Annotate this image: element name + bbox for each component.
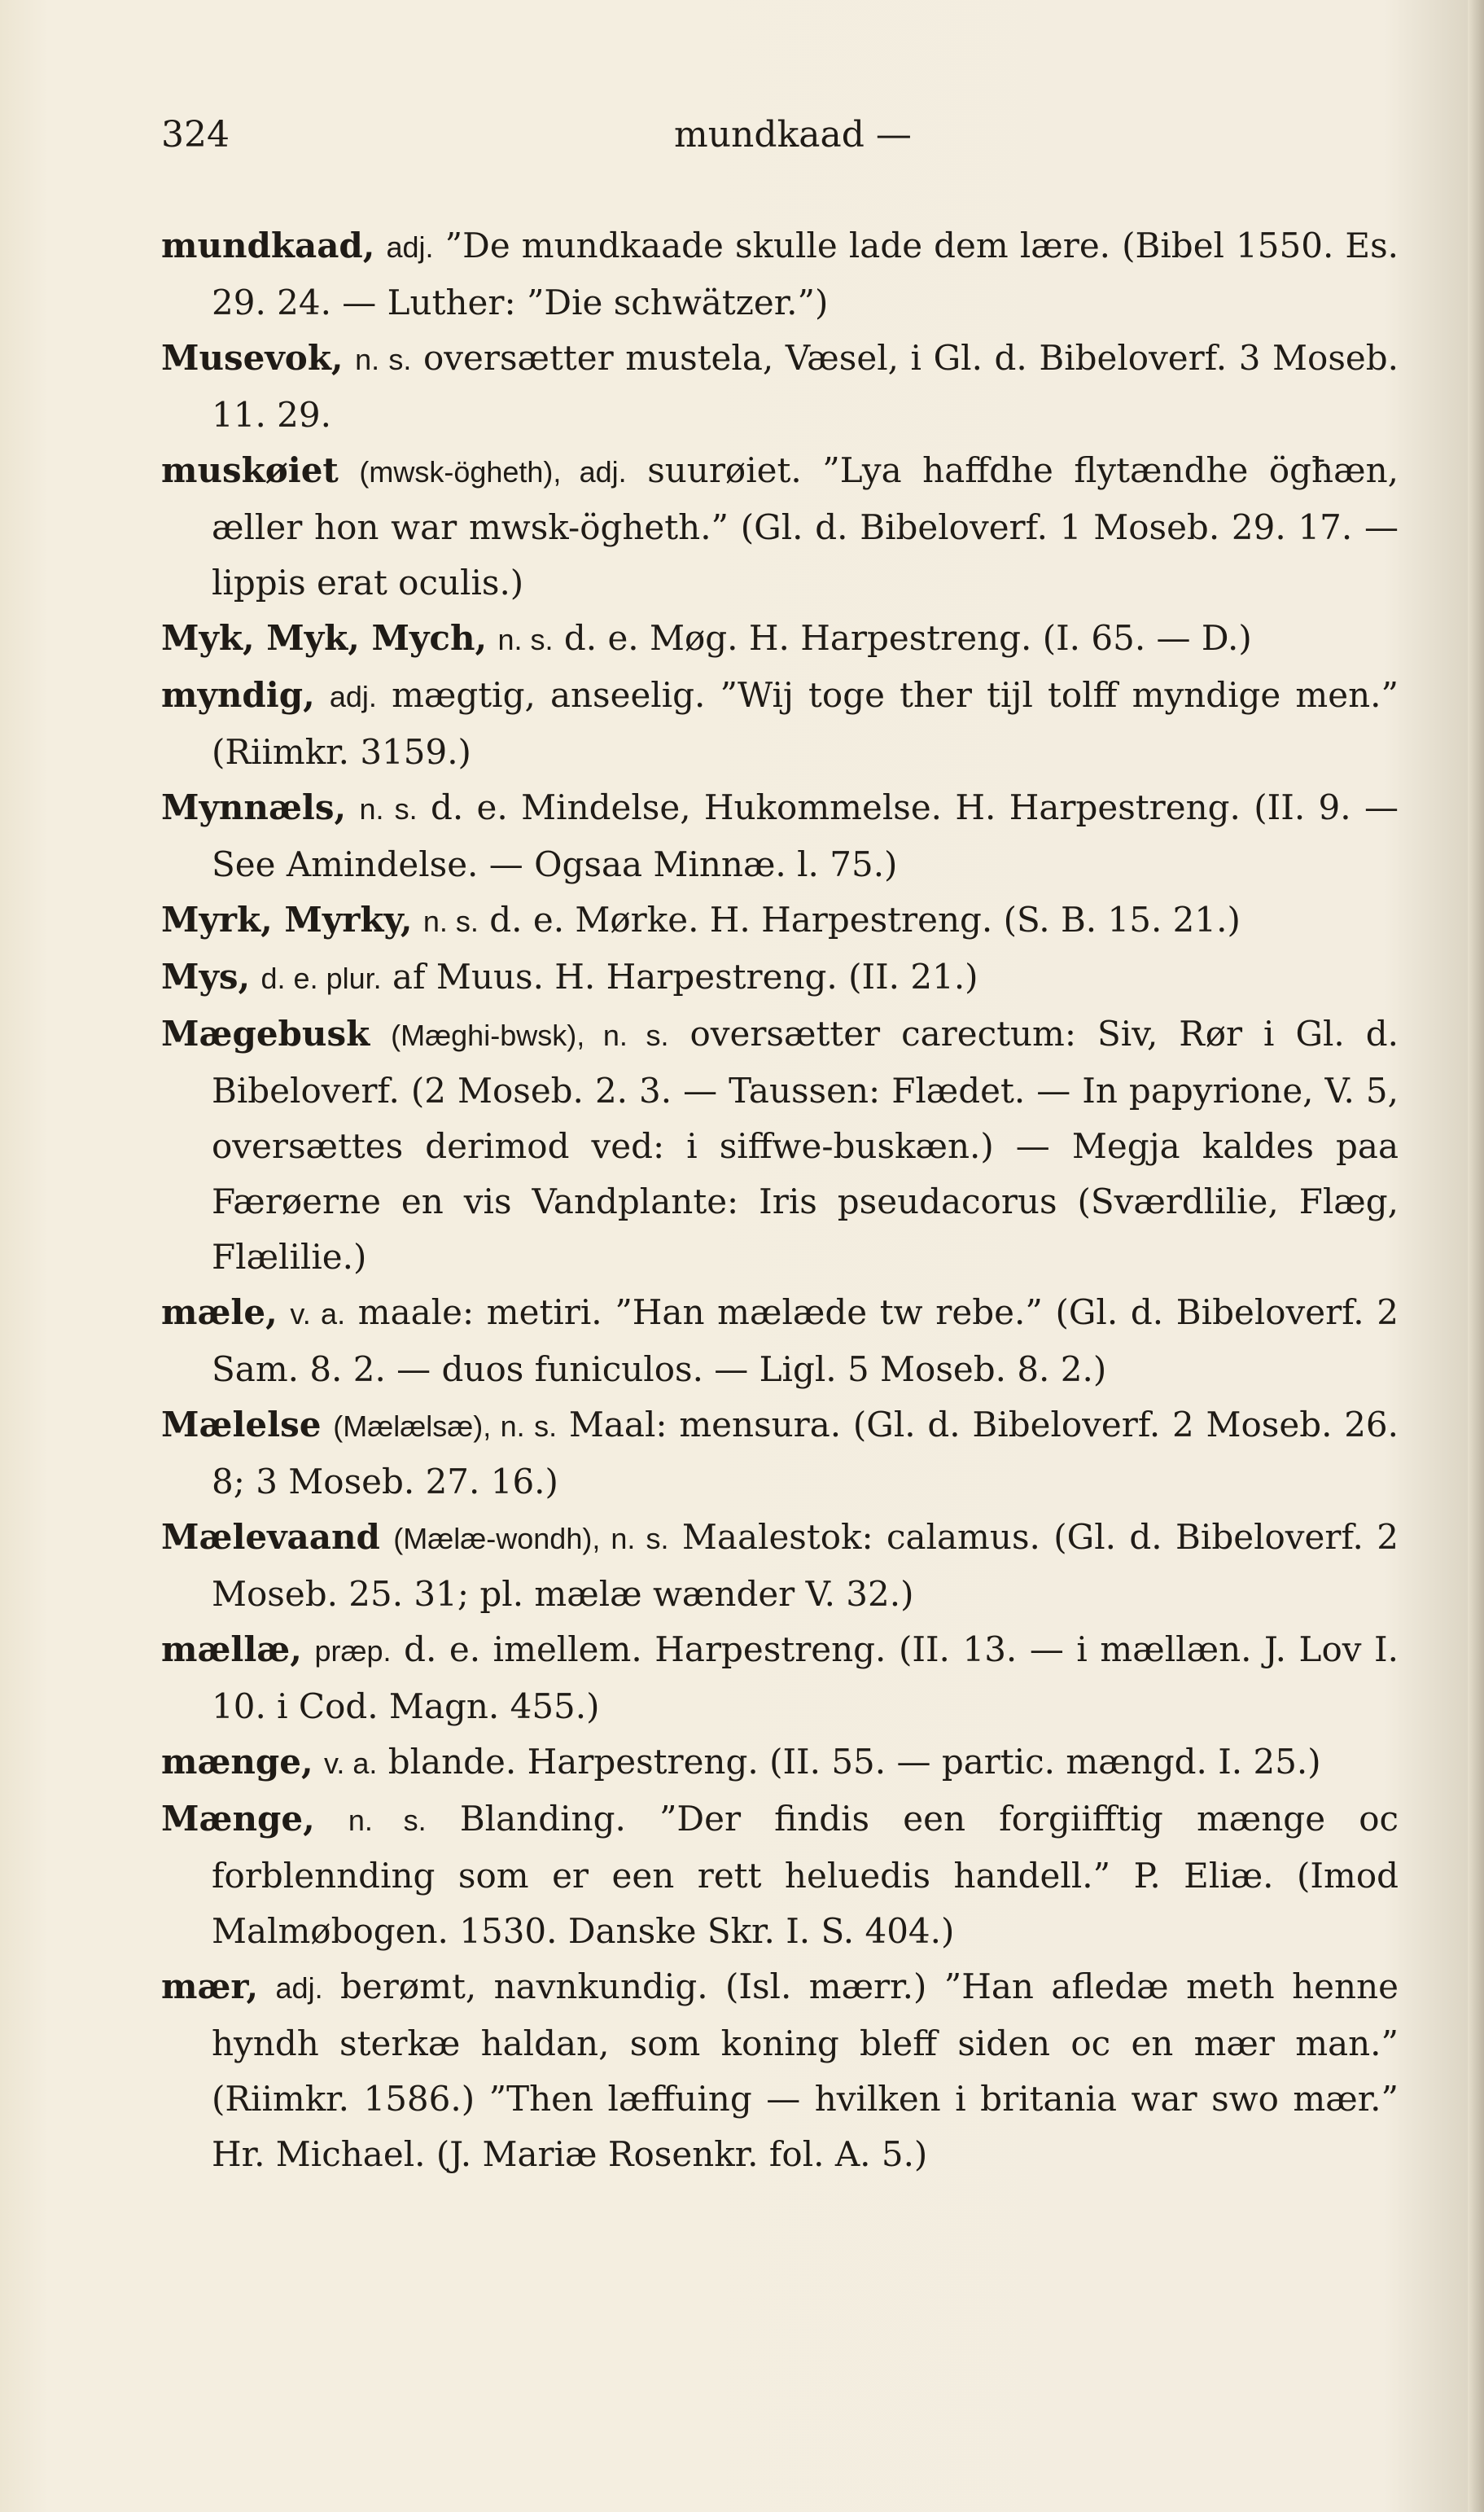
dictionary-entry — [161, 892, 1399, 949]
definition: oversætter mustela, Væsel, i Gl. d. Bibeloverf. 3 Moseb. 11. 29. — [212, 338, 1399, 435]
headword: Myrk, Myrky, — [161, 900, 413, 940]
grammar-label: n. s. — [348, 1804, 427, 1837]
grammar-label: (mwsk-ögheth), adj. — [359, 455, 627, 489]
dictionary-entry — [161, 1791, 1399, 1959]
dictionary-entry — [161, 611, 1399, 668]
definition: berømt, navnkundig. (Isl. mærr.) ”Han afledæ meth henne hyndh sterkæ haldan, som koning bleff siden oc en mær man.” (Riimkr. 1586.) ”Then læffuing — hvilken i britania war swo mær.” Hr. Michael. (J. Mariæ Rosenkr. fol. A. 5.) — [212, 1966, 1399, 2174]
dictionary-entry — [161, 1285, 1399, 1397]
definition: d. e. Møg. H. Harpestreng. (I. 65. — D.) — [563, 618, 1252, 658]
definition: d. e. Mindelse, Hukommelse. H. Harpestreng. (II. 9. — See Amindelse. — Ogsaa Minnæ. l. 75.) — [212, 787, 1399, 884]
dictionary-column — [161, 218, 1399, 2182]
grammar-label: n. s. — [355, 343, 412, 376]
grammar-label: adj. — [275, 1971, 323, 2005]
dictionary-entry — [161, 218, 1399, 331]
dictionary-entry — [161, 668, 1399, 780]
headword: Mælelse — [161, 1405, 322, 1445]
page-header — [161, 114, 1390, 163]
grammar-label: v. a. — [324, 1747, 378, 1780]
dictionary-entry — [161, 1397, 1399, 1510]
dictionary-entry — [161, 949, 1399, 1006]
grammar-label: d. e. plur. — [260, 962, 382, 995]
definition: oversætter carectum: Siv, Rør i Gl. d. Bibeloverf. (2 Moseb. 2. 3. — Taussen: Flædet. — In papyrione, V. 5, oversættes derimod ved: i siffwe-buskæn.) — Megja kaldes paa Færøerne en vis Vandplante: Iris pseudacorus (Sværdlilie, Flæg, Flælilie.) — [212, 1014, 1399, 1277]
grammar-label: præp. — [314, 1634, 392, 1668]
definition: maale: metiri. ”Han mælæde tw rebe.” (Gl. d. Bibeloverf. 2 Sam. 8. 2. — duos funiculos. — Ligl. 5 Moseb. 8. 2.) — [212, 1292, 1399, 1389]
definition: suurøiet. ”Lya haffdhe flytændhe ögħæn, æller hon war mwsk-ögheth.” (Gl. d. Bibeloverf. 1 Moseb. 29. 17. — lippis erat oculis.) — [212, 450, 1399, 603]
headword: Mynnæls, — [161, 787, 347, 827]
headword: Musevok, — [161, 338, 344, 378]
grammar-label: adj. — [386, 230, 434, 264]
headword: mæle, — [161, 1292, 278, 1332]
definition: af Muus. H. Harpestreng. (II. 21.) — [392, 957, 978, 997]
headword: Mys, — [161, 957, 251, 997]
definition: mægtig, anseelig. ”Wij toge ther tijl tolff myndige men.” (Riimkr. 3159.) — [212, 675, 1399, 772]
definition: d. e. imellem. Harpestreng. (II. 13. — i mællæn. J. Lov I. 10. i Cod. Magn. 455.) — [212, 1629, 1399, 1726]
grammar-label: n. s. — [497, 623, 554, 656]
dictionary-entry — [161, 780, 1399, 892]
dictionary-entry — [161, 443, 1399, 611]
grammar-label: n. s. — [359, 792, 418, 826]
dictionary-entry — [161, 1734, 1399, 1791]
headword: mær, — [161, 1966, 259, 2006]
definition: Maalestok: calamus. (Gl. d. Bibeloverf. 2 Moseb. 25. 31; pl. mælæ wænder V. 32.) — [212, 1517, 1399, 1614]
definition: ”De mundkaade skulle lade dem lære. (Bibel 1550. Es. 29. 24. — Luther: ”Die schwätzer.”) — [212, 226, 1399, 322]
grammar-label: (Mælæ-wondh), n. s. — [393, 1522, 669, 1555]
headword: Mægebusk — [161, 1014, 370, 1054]
dictionary-entry — [161, 1959, 1399, 2182]
grammar-label: (Mælælsæ), n. s. — [333, 1409, 558, 1443]
headword: mællæ, — [161, 1629, 302, 1669]
dictionary-entry — [161, 1006, 1399, 1285]
grammar-label: v. a. — [290, 1297, 346, 1331]
running-head: mundkaad — — [674, 114, 912, 156]
page-number: 324 — [161, 114, 230, 156]
dictionary-entry — [161, 1510, 1399, 1622]
grammar-label: n. s. — [422, 905, 479, 938]
grammar-label: adj. — [329, 680, 377, 713]
definition: Maal: mensura. (Gl. d. Bibeloverf. 2 Moseb. 26. 8; 3 Moseb. 27. 16.) — [212, 1405, 1399, 1502]
headword: muskøiet — [161, 450, 339, 490]
definition: d. e. Mørke. H. Harpestreng. (S. B. 15. 21.) — [489, 900, 1241, 940]
headword: Myk, Myk, Mych, — [161, 618, 488, 658]
headword: Mænge, — [161, 1799, 315, 1839]
headword: Mælevaand — [161, 1517, 380, 1557]
page-edge — [1468, 0, 1484, 2512]
definition: Blanding. ”Der findis een forgiifftig mænge oc forblennding som er een rett heluedis handell.” P. Eliæ. (Imod Malmøbogen. 1530. Danske Skr. I. S. 404.) — [212, 1799, 1399, 1951]
definition: blande. Harpestreng. (II. 55. — partic. mængd. I. 25.) — [387, 1742, 1321, 1782]
dictionary-entry — [161, 331, 1399, 443]
headword: mænge, — [161, 1742, 313, 1782]
dictionary-entry — [161, 1622, 1399, 1734]
headword: mundkaad, — [161, 226, 375, 265]
grammar-label: (Mæghi-bwsk), n. s. — [391, 1019, 669, 1052]
headword: myndig, — [161, 675, 315, 715]
